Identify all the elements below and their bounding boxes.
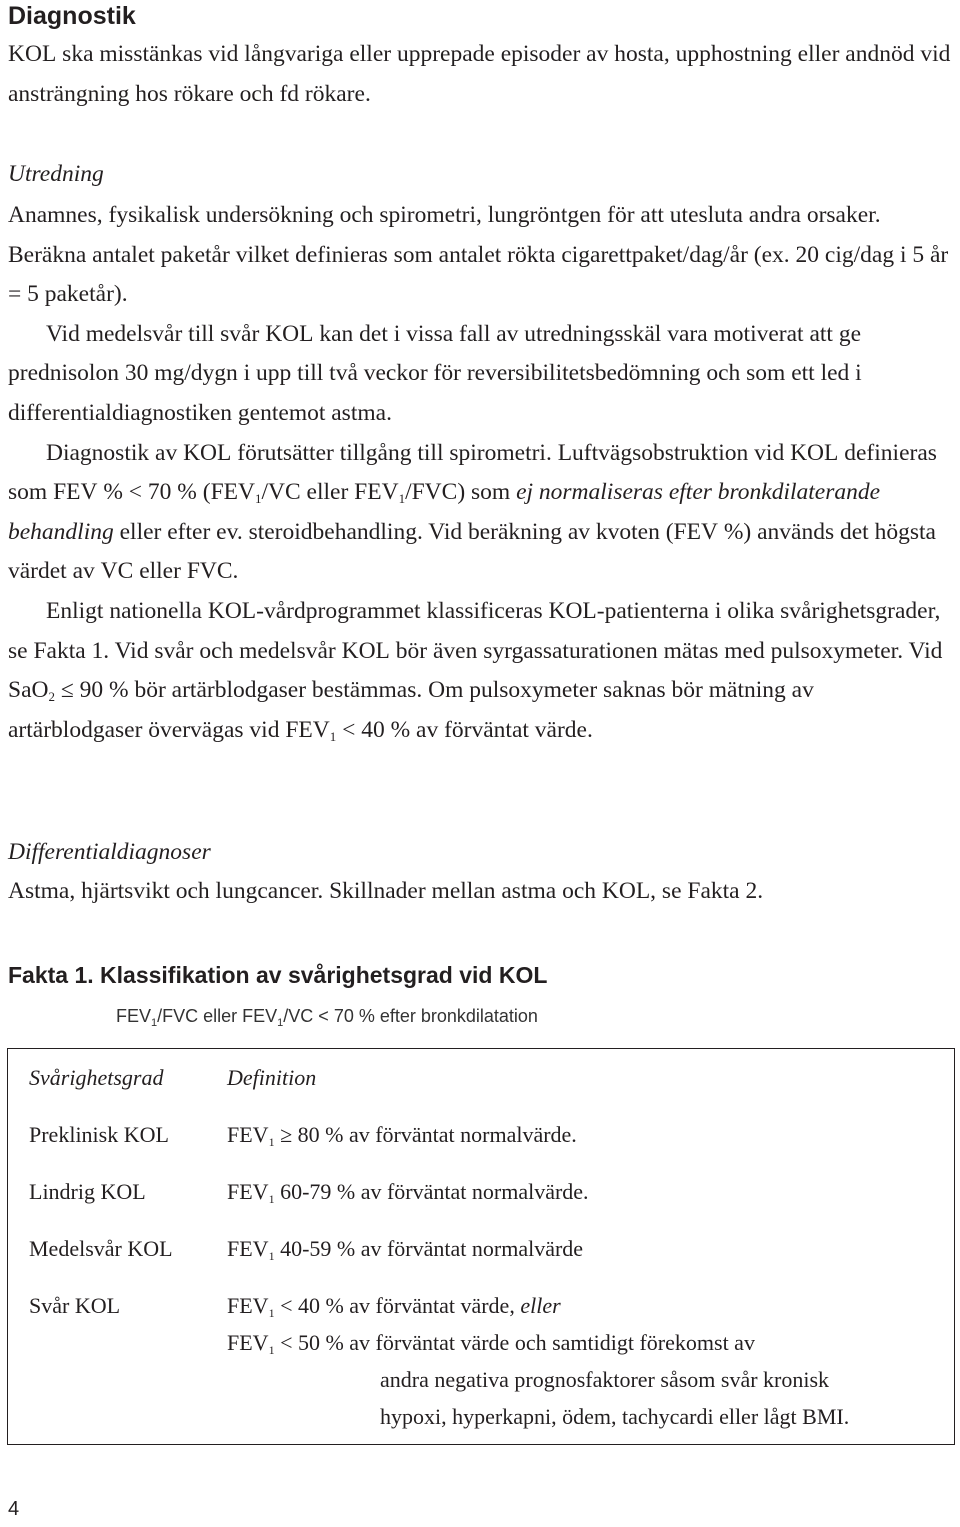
fakta-table (7, 1048, 955, 1445)
diagnostik-text: KOL ska misstänkas vid långvariga eller upprepade episoder av hosta, upphostning eller andnöd vid ansträngning hos rökare och fd rökare. (8, 41, 951, 107)
severity-definition-continuation: hypoxi, hyperkapni, ödem, tachycardi eller lågt BMI. (380, 1404, 850, 1429)
utredning-paragraph: Diagnostik av KOL förutsätter tillgång till spirometri. Luftvägsobstruktion vid KOL definieras som FEV % < 70 % ($FEV_1/VC$ eller $FEV_1/FVC$) som ej normaliseras efter bronkdilaterande behandling eller efter ev. steroidbehandling. Vid beräkning av kvoten (FEV %) används det högsta värdet av VC eller FVC. (8, 439, 937, 585)
utredning-body (8, 196, 953, 750)
section-heading: Diagnostik (8, 2, 136, 30)
differentialdiagnoser-text: Astma, hjärtsvikt och lungcancer. Skillnader mellan astma och KOL, se Fakta 2. (8, 878, 764, 904)
diagnostik-paragraph (8, 35, 953, 114)
fakta-title: Fakta 1. Klassifikation av svårighetsgrad vid KOL (8, 962, 548, 988)
severity-label: Lindrig KOL (29, 1179, 146, 1204)
utredning-paragraph: Enligt nationella KOL-vårdprogrammet klassificeras KOL-patienterna i olika svårighetsgrader, se Fakta 1. Vid svår och medelsvår KOL bör även syrgassaturationen mätas med pulsoxymeter. Vid SaO$_2$ ≤ 90 % bör artärblodgaser bestämmas. Om pulsoxymeter saknas bör mätning av artärblodgaser övervägas vid $FEV_1 < 40$ % av förväntat värde. (8, 597, 943, 744)
utredning-paragraph: Anamnes, fysikalisk undersökning och spirometri, lungröntgen för att utesluta andra orsaker. Beräkna antalet paketår vilket definieras som antalet rökta cigarettpaket/dag/år (ex. 20 cig/dag i 5 år = 5 paketår). (8, 202, 949, 308)
utredning-paragraph: Vid medelsvår till svår KOL kan det i vissa fall av utredningsskäl vara motiverat att ge prednisolon 30 mg/dygn i upp till två veckor för reversibilitetsbedömning och som ett led i differentialdiagnostiken gentemot astma. (8, 320, 862, 426)
differentialdiagnoser-paragraph (8, 872, 953, 912)
severity-label: Svår KOL (29, 1293, 121, 1318)
differentialdiagnoser-subheading: Differentialdiagnoser (8, 839, 211, 865)
severity-definition: $FEV_1$ 60-79 % av förväntat normalvärde. (227, 1179, 589, 1206)
page-number: 4 (8, 1498, 20, 1520)
column-header-severity: Svårighetsgrad (29, 1065, 164, 1090)
severity-definition: $FEV_1 < 40$ % av förväntat värde, eller (227, 1293, 561, 1320)
fakta-caption: $FEV_1$/FVC eller $FEV_1/VC < 70$ % efter bronkdilatation (116, 1006, 538, 1029)
column-header-definition: Definition (227, 1065, 317, 1090)
severity-label: Medelsvår KOL (29, 1236, 173, 1261)
severity-definition-alt: $FEV_1 < 50$ % av förväntat värde och samtidigt förekomst av (227, 1330, 755, 1357)
severity-label: Preklinisk KOL (29, 1122, 169, 1147)
severity-definition: $FEV_1 \ge 80$ % av förväntat normalvärde. (227, 1122, 577, 1149)
severity-definition: $FEV_1$ 40-59 % av förväntat normalvärde (227, 1236, 584, 1263)
utredning-subheading: Utredning (8, 161, 104, 187)
severity-definition-continuation: andra negativa prognosfaktorer såsom svår kronisk (380, 1367, 830, 1392)
